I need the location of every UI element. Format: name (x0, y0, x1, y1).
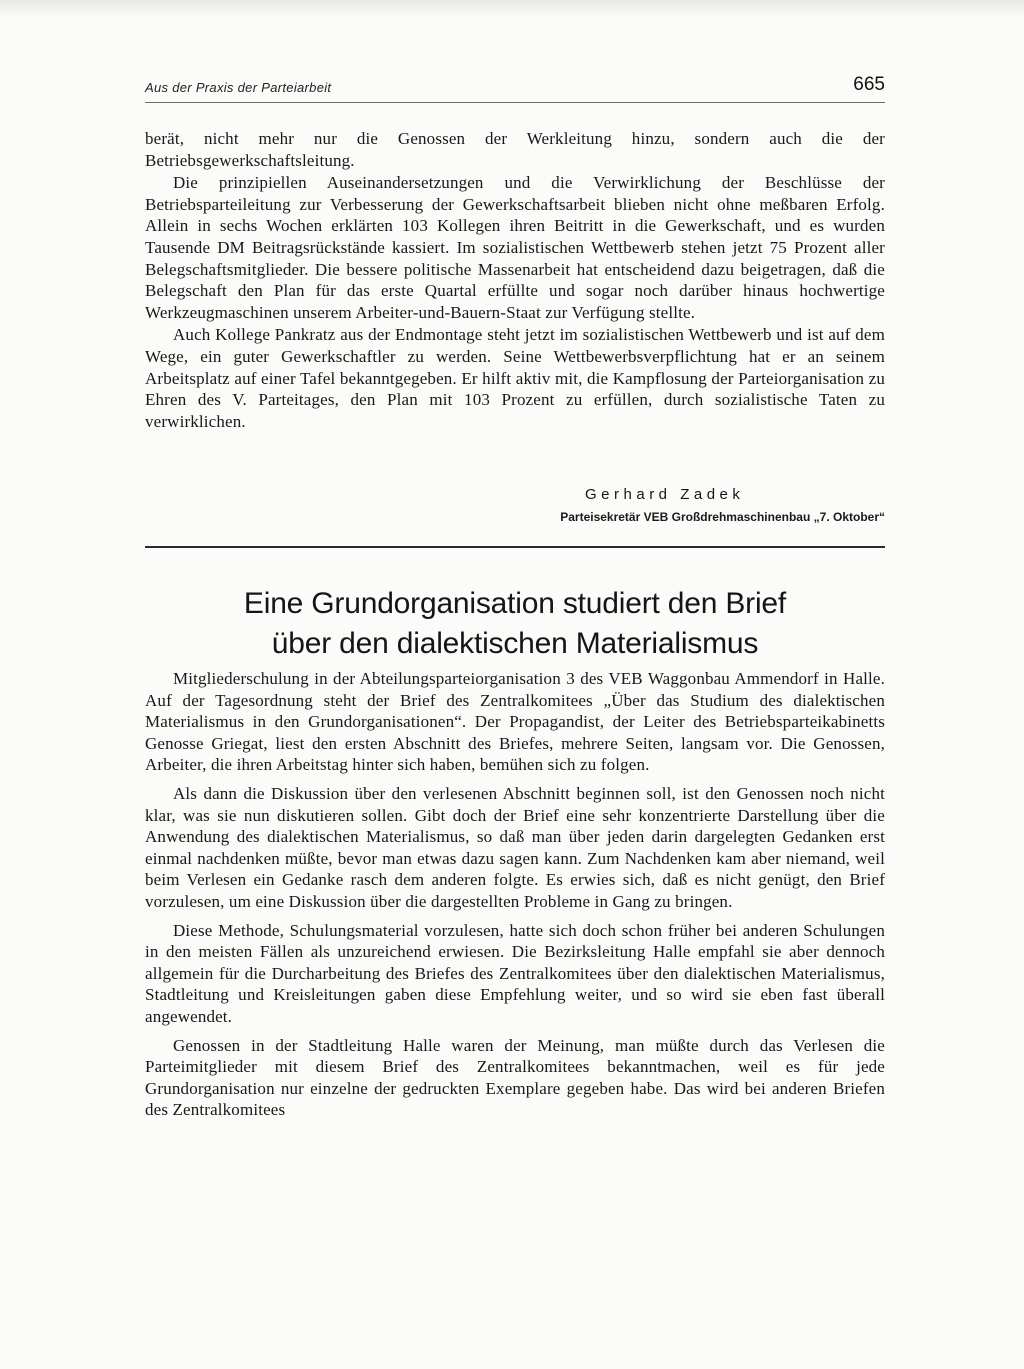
article-1-paragraph: Auch Kollege Pankratz aus der Endmontage steht jetzt im sozialistischen Wettbewerb und ist auf dem Wege, ein guter Gewerkschaftler zu werden. Seine Wettbewerbsverpflichtung hat er an seinem Arbeitsplatz auf einer Tafel bekanntgegeben. Er hilft aktiv mit, die Kampflosung der Parteiorganisation zu Ehren des V. Parteitages, den Plan mit 103 Prozent zu erfüllen, durch sozialistische Taten zu verwirklichen. (145, 325, 885, 431)
article-2-paragraph: Diese Methode, Schulungsmaterial vorzulesen, hatte sich doch schon früher bei anderen Schulungen in den meisten Fällen als unzureichend erwiesen. Die Bezirksleitung Halle empfahl sie aber dennoch allgemein für die Durcharbeitung des Briefes des Zentralkomitees über den dialektischen Materialismus, Stadtleitung und Kreisleitungen gaben diese Empfehlung weiter, und so wird sie eben fast überall angewendet. (145, 920, 885, 1026)
author-signature: Gerhard Zadek (585, 486, 745, 503)
article-2-paragraph: Genossen in der Stadtleitung Halle waren der Meinung, man müßte durch das Verlesen die Parteimitglieder mit diesem Brief des Zentralkomitees bekanntmachen, weil es für jede Grundorganisation nur einzelne der gedruckten Exemplare gegeben habe. Das wird bei anderen Briefen des Zentralkomitees (145, 1035, 885, 1120)
author-affiliation: Parteisekretär VEB Großdrehmaschinenbau „7. Oktober“ (560, 510, 885, 524)
page-number: 665 (853, 74, 885, 95)
article-2-headline (145, 584, 885, 664)
section-divider (145, 546, 885, 548)
article-2-paragraph: Als dann die Diskussion über den verlesenen Abschnitt beginnen soll, ist den Genossen noch nicht klar, was sie nun diskutieren sollen. Gibt doch der Brief eine sehr konzentrierte Darstellung über die Anwendung des dialektischen Materialismus, so daß man über jeden darin dargelegten Gedanken erst einmal nachdenken müßte, bevor man etwas dazu sagen kann. Zum Nachdenken kam aber niemand, weil beim Verlesen ein Gedanke rasch dem anderen folgte. Es erwies sich, daß es nicht genügt, den Brief vorzulesen, um eine Diskussion über die dargestellten Probleme in Gang zu bringen. (145, 783, 885, 911)
running-header (145, 74, 885, 98)
headline-line-2: über den dialektischen Materialismus (271, 627, 759, 660)
paper-edge (0, 0, 1024, 18)
header-rule (145, 102, 885, 103)
article-1-paragraph: berät, nicht mehr nur die Genossen der Werkleitung hinzu, sondern auch die der Betriebsgewerkschaftsleitung. (145, 129, 885, 170)
article-1-body (145, 128, 885, 432)
article-2-paragraph: Mitgliederschulung in der Abteilungsparteiorganisation 3 des VEB Waggonbau Ammendorf in Halle. Auf der Tagesordnung steht der Brief des Zentralkomitees „Über das Studium des dialektischen Materialismus in den Grundorganisationen“. Der Propagandist, der Leiter des Betriebsparteikabinetts Genosse Griegat, liest den ersten Abschnitt des Briefes, mehrere Seiten, langsam vor. Die Genossen, Arbeiter, die ihren Arbeitstag hinter sich haben, bemühen sich zu folgen. (145, 669, 885, 775)
article-2-body (145, 668, 885, 1121)
headline-line-1: Eine Grundorganisation studiert den Brief (243, 587, 787, 620)
running-title: Aus der Praxis der Parteiarbeit (145, 80, 332, 95)
article-1-paragraph: Die prinzipiellen Auseinandersetzungen und die Verwirklichung der Beschlüsse der Betriebsparteileitung zur Verbesserung der Gewerkschaftsarbeit blieben nicht ohne meßbaren Erfolg. Allein in sechs Wochen erklärten 103 Kollegen ihren Beitritt in die Gewerkschaft, und es wurden Tausende DM Beitragsrückstände kassiert. Im sozialistischen Wettbewerb stehen jetzt 75 Prozent aller Belegschaftsmitglieder. Die bessere politische Massenarbeit hat entscheidend dazu beigetragen, daß die Belegschaft den Plan für das erste Quartal erfüllte und sogar noch darüber hinaus hochwertige Werkzeugmaschinen unserem Arbeiter-und-Bauern-Staat zur Verfügung stellte. (145, 173, 885, 322)
